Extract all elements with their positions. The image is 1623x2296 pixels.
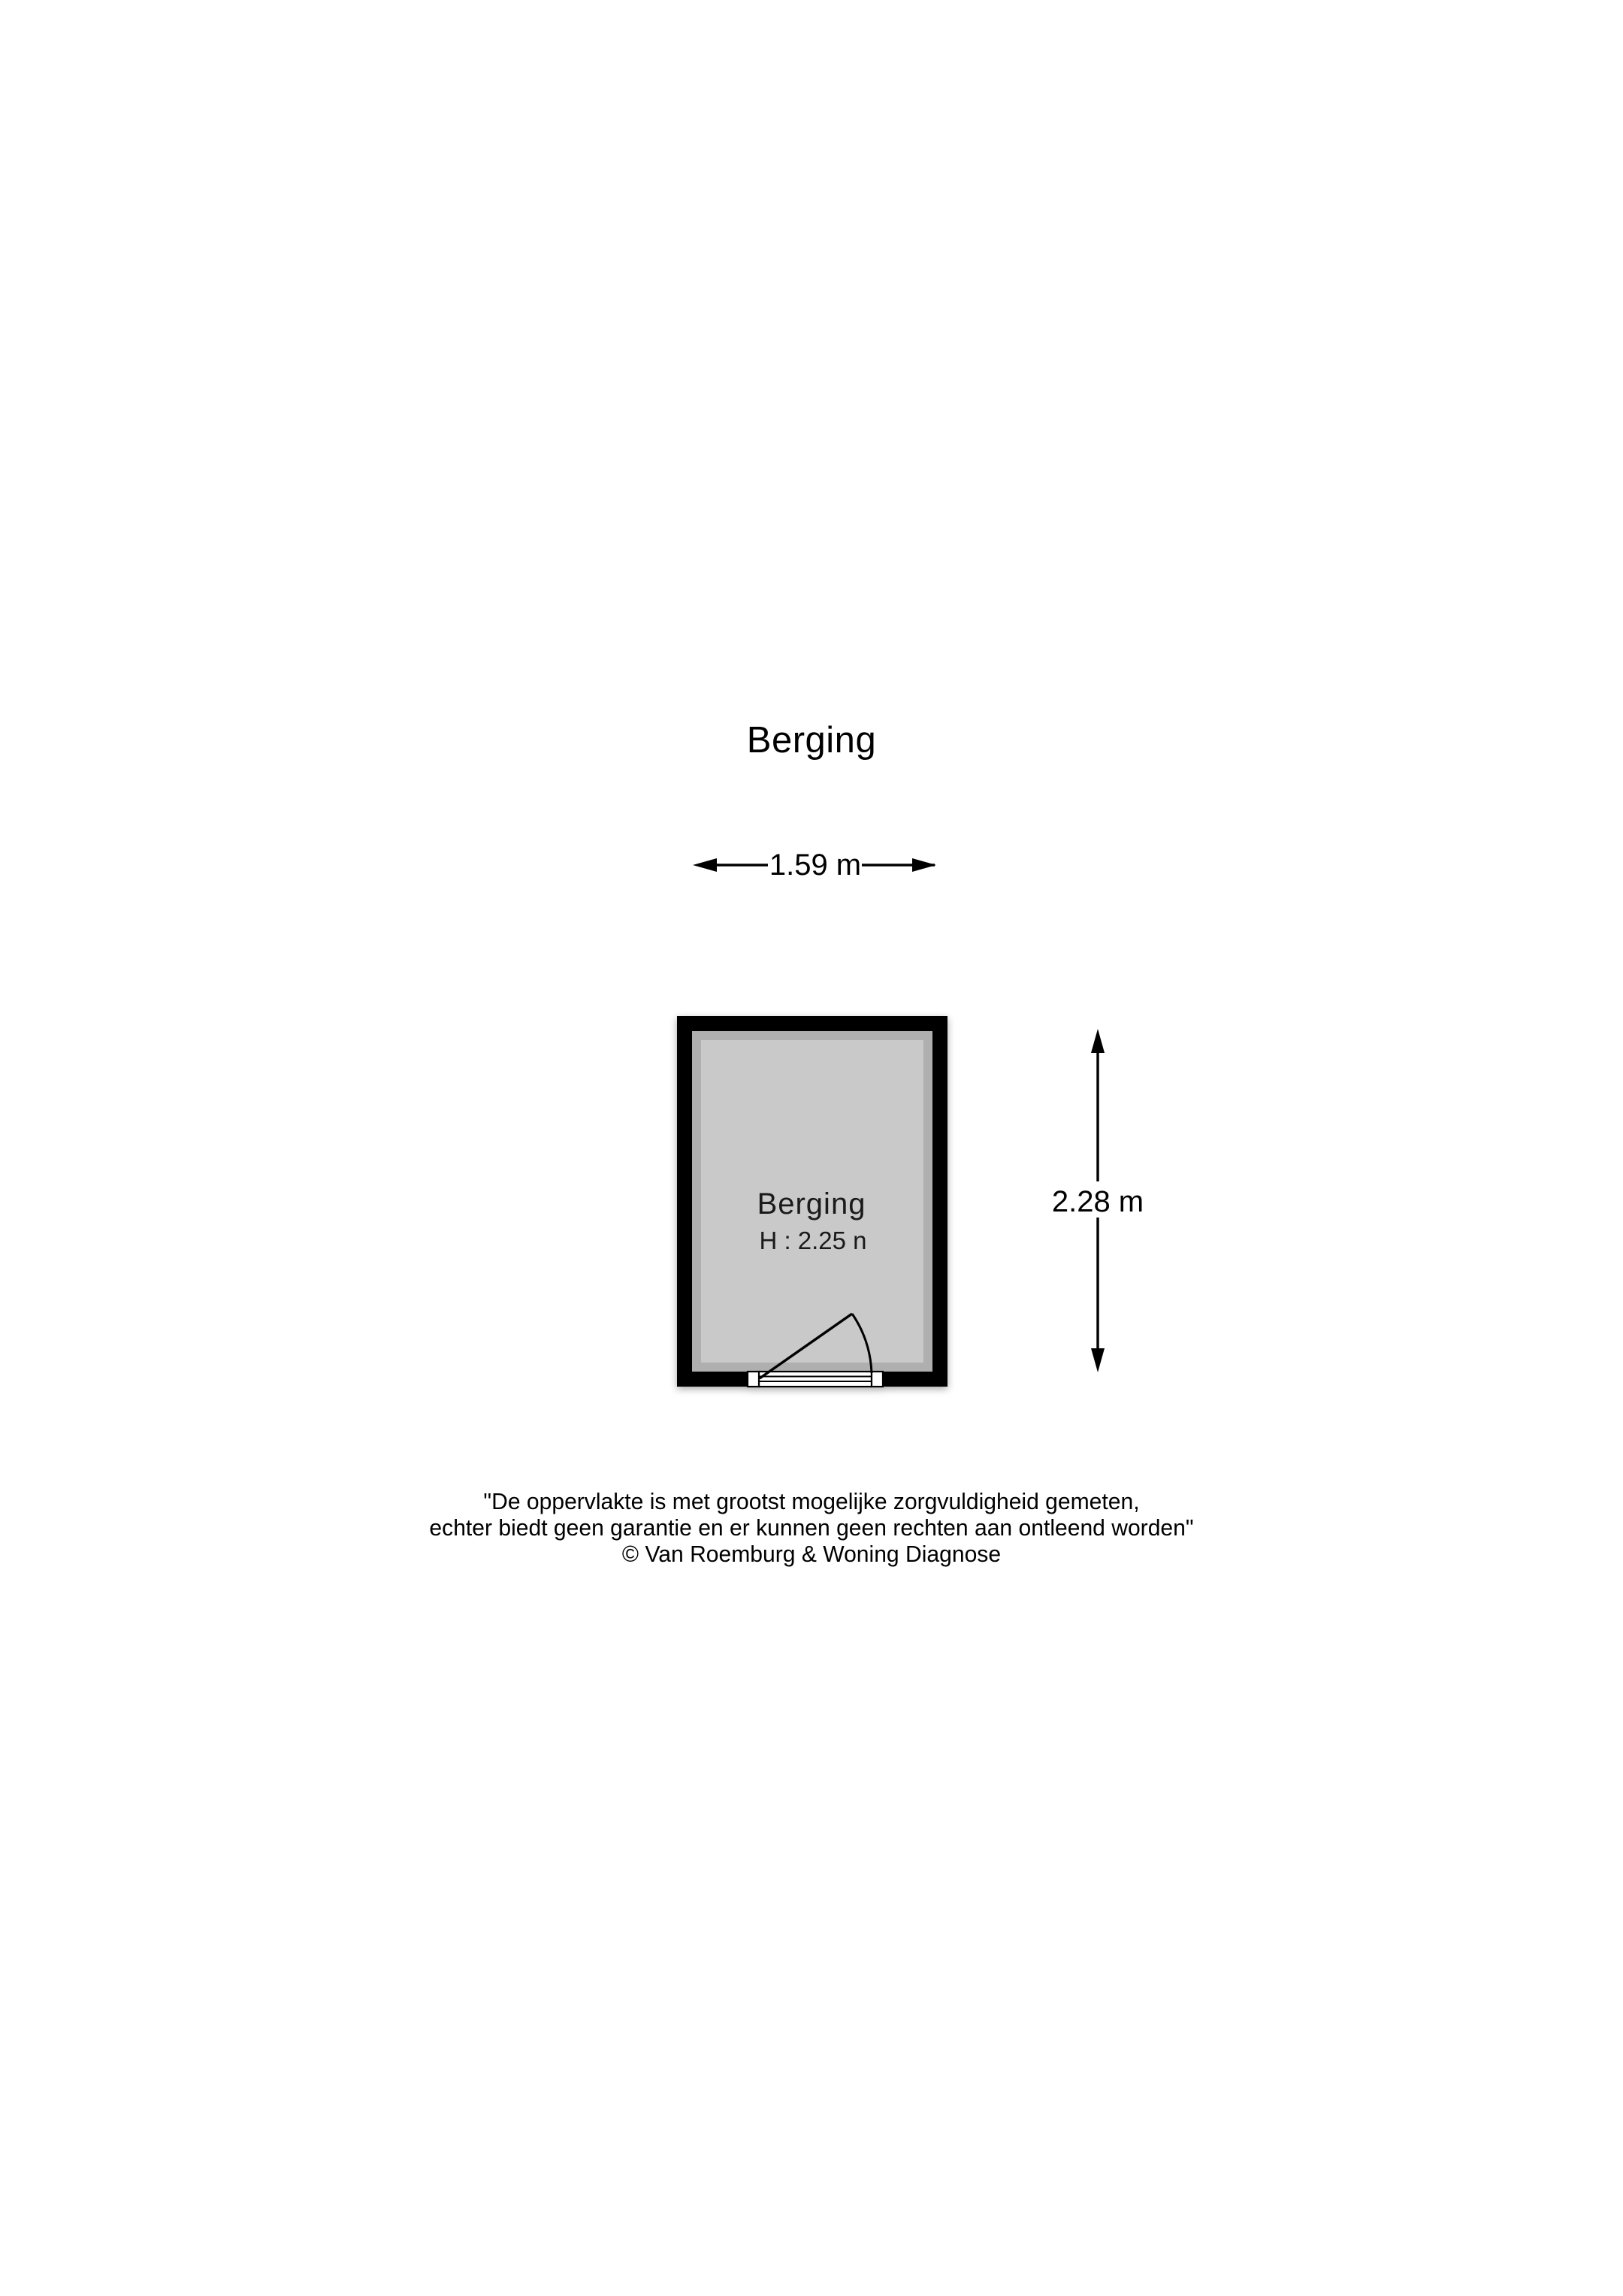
door-jamb-right (872, 1372, 883, 1387)
room-name-label: Berging (757, 1187, 866, 1221)
disclaimer-line-2: echter biedt geen garantie en er kunnen geen rechten aan ontleend worden" (429, 1514, 1194, 1541)
disclaimer (24, 1488, 1598, 1567)
height-arrow-up-icon (1091, 1029, 1105, 1053)
height-dimension-label: 2.28 m (1051, 1185, 1144, 1218)
width-arrow-right-icon (912, 858, 936, 872)
disclaimer-line-3: © Van Roemburg & Woning Diagnose (621, 1541, 1002, 1567)
floorplan-drawing (639, 819, 1180, 1428)
page-title: Berging (746, 720, 877, 761)
width-dimension (693, 849, 936, 882)
height-dimension (1052, 1029, 1144, 1372)
height-arrow-down-icon (1091, 1348, 1105, 1372)
room-height-label: H : 2.25 n (759, 1227, 867, 1254)
width-arrow-left-icon (693, 858, 717, 872)
door-threshold (759, 1372, 872, 1387)
width-dimension-label: 1.59 m (769, 849, 862, 882)
door-jamb-left (748, 1372, 759, 1387)
disclaimer-line-1: "De oppervlakte is met grootst mogelijke zorgvuldigheid gemeten, (483, 1488, 1140, 1514)
